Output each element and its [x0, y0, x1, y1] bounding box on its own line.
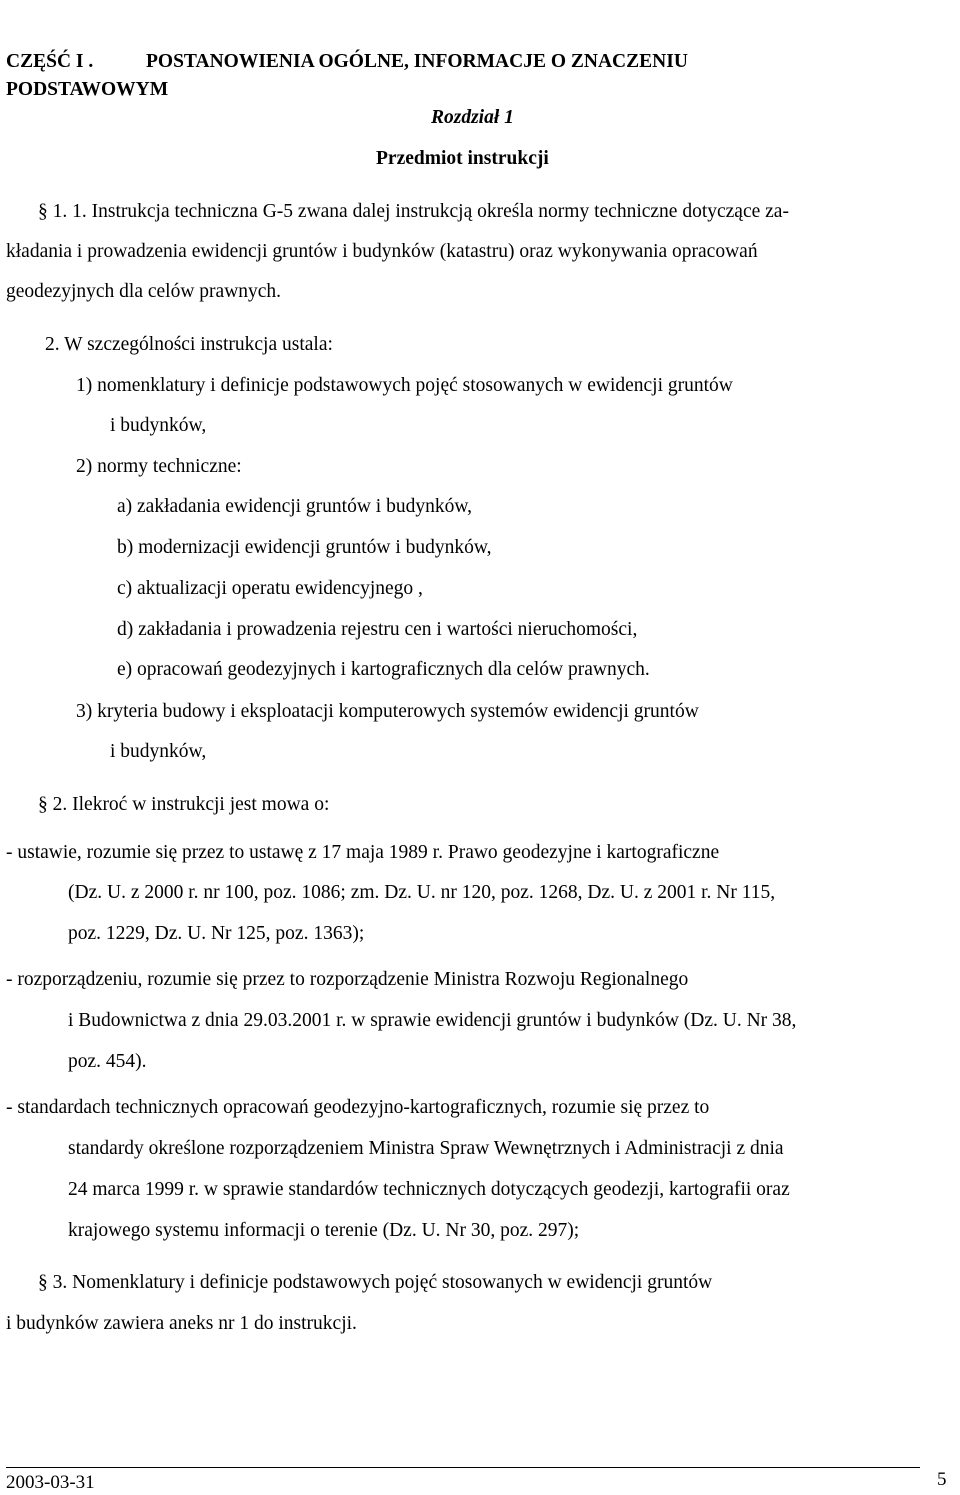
s2-def-1-line-1: - ustawie, rozumie się przez to ustawę z 17 maja 1989 r. Prawo geodezyjne i kartograficzne — [6, 842, 720, 863]
s1-item-3-line-2: i budynków, — [110, 741, 207, 762]
s2-intro: § 2. Ilekroć w instrukcji jest mowa o: — [38, 794, 330, 815]
s1-item-1-line-1: 1) nomenklatury i definicje podstawowych pojęć stosowanych w ewidencji gruntów — [76, 375, 733, 396]
s1-item-2: 2) normy techniczne: — [76, 456, 242, 477]
s1-item-2c: c) aktualizacji operatu ewidencyjnego , — [117, 578, 423, 599]
s2-def-2-line-3: poz. 454). — [68, 1051, 147, 1072]
s3-line-2: i budynków zawiera aneks nr 1 do instrukcji. — [6, 1313, 357, 1334]
footer-page-number: 5 — [937, 1469, 947, 1490]
s1-item-1-line-2: i budynków, — [110, 415, 207, 436]
s1-item-2a: a) zakładania ewidencji gruntów i budynków, — [117, 496, 473, 517]
s1-p1-line-2: kładania i prowadzenia ewidencji gruntów i budynków (katastru) oraz wykonywania opracowań — [6, 241, 758, 262]
s2-def-1-line-2: (Dz. U. z 2000 r. nr 100, poz. 1086; zm. Dz. U. nr 120, poz. 1268, Dz. U. z 2001 r. Nr 115, — [68, 882, 776, 903]
s2-def-3-line-3: 24 marca 1999 r. w sprawie standardów technicznych dotyczących geodezji, kartografii oraz — [68, 1179, 790, 1200]
s1-p2-intro: 2. W szczególności instrukcja ustala: — [45, 334, 333, 355]
footer-date: 2003-03-31 — [6, 1472, 95, 1493]
s2-def-1-line-3: poz. 1229, Dz. U. Nr 125, poz. 1363); — [68, 923, 365, 944]
s1-item-2b: b) modernizacji ewidencji gruntów i budynków, — [117, 537, 492, 558]
s2-def-2-line-2: i Budownictwa z dnia 29.03.2001 r. w sprawie ewidencji gruntów i budynków (Dz. U. Nr 38, — [68, 1010, 797, 1031]
s2-def-2-line-1: - rozporządzeniu, rozumie się przez to rozporządzenie Ministra Rozwoju Regionalnego — [6, 969, 689, 990]
s2-def-3-line-1: - standardach technicznych opracowań geodezyjno-kartograficznych, rozumie się przez to — [6, 1097, 710, 1118]
part-title-line-2: PODSTAWOWYM — [6, 79, 169, 100]
s1-p1-line-1: § 1. 1. Instrukcja techniczna G-5 zwana dalej instrukcją określa normy techniczne dotyczące za- — [38, 201, 789, 222]
s1-p1-line-3: geodezyjnych dla celów prawnych. — [6, 281, 282, 302]
s1-item-2e: e) opracowań geodezyjnych i kartograficznych dla celów prawnych. — [117, 659, 650, 680]
footer-rule — [6, 1467, 920, 1468]
chapter-number: Rozdział 1 — [431, 107, 514, 128]
s1-item-3-line-1: 3) kryteria budowy i eksploatacji komputerowych systemów ewidencji gruntów — [76, 701, 699, 722]
part-title-line-1: POSTANOWIENIA OGÓLNE, INFORMACJE O ZNACZENIU — [146, 51, 688, 72]
s1-item-2d: d) zakładania i prowadzenia rejestru cen i wartości nieruchomości, — [117, 619, 638, 640]
part-label: CZĘŚĆ I . — [6, 51, 94, 72]
s2-def-3-line-2: standardy określone rozporządzeniem Ministra Spraw Wewnętrznych i Administracji z dnia — [68, 1138, 784, 1159]
s2-def-3-line-4: krajowego systemu informacji o terenie (Dz. U. Nr 30, poz. 297); — [68, 1220, 580, 1241]
s3-line-1: § 3. Nomenklatury i definicje podstawowych pojęć stosowanych w ewidencji gruntów — [38, 1272, 713, 1293]
chapter-title: Przedmiot instrukcji — [376, 148, 549, 169]
